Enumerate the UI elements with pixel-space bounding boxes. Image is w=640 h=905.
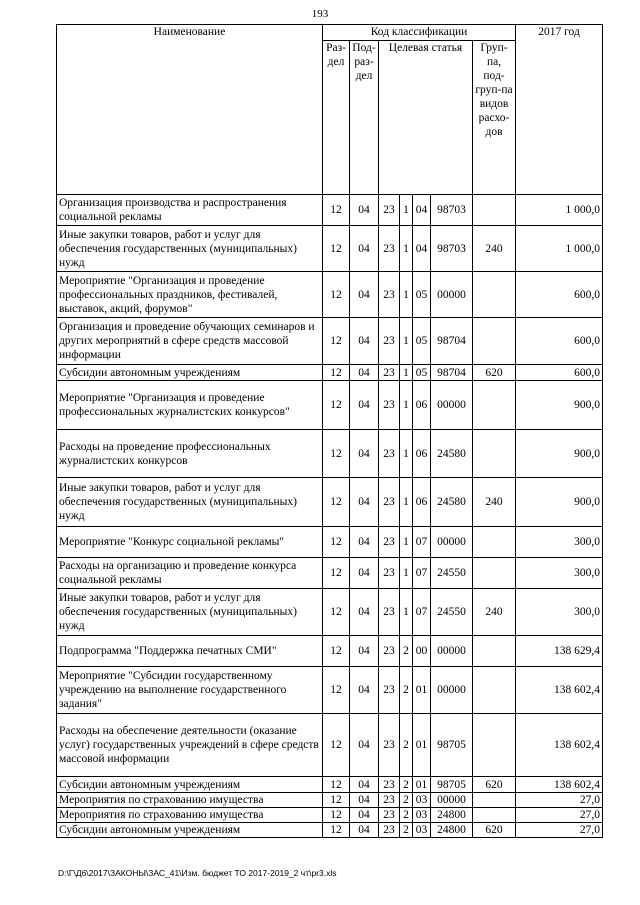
row-target-2: 1 bbox=[400, 226, 413, 272]
row-target-1: 23 bbox=[379, 478, 400, 527]
row-amount: 27,0 bbox=[516, 793, 603, 808]
row-expense bbox=[473, 667, 516, 714]
row-section: 12 bbox=[323, 793, 350, 808]
row-amount: 27,0 bbox=[516, 823, 603, 838]
table-row bbox=[57, 714, 603, 777]
row-target-4: 98703 bbox=[431, 195, 473, 226]
row-target-2: 1 bbox=[400, 272, 413, 318]
row-target-2: 1 bbox=[400, 589, 413, 636]
row-name: Мероприятие "Организация и проведение профессиональных журналистских конкурсов" bbox=[57, 381, 323, 430]
row-target-4: 98703 bbox=[431, 226, 473, 272]
row-target-1: 23 bbox=[379, 823, 400, 838]
row-section: 12 bbox=[323, 272, 350, 318]
row-target-1: 23 bbox=[379, 318, 400, 365]
row-name: Мероприятие "Конкурс социальной рекламы" bbox=[57, 527, 323, 558]
row-target-1: 23 bbox=[379, 667, 400, 714]
row-amount: 600,0 bbox=[516, 318, 603, 365]
row-target-3: 04 bbox=[413, 195, 431, 226]
row-amount: 600,0 bbox=[516, 272, 603, 318]
table-row bbox=[57, 667, 603, 714]
row-target-3: 03 bbox=[413, 808, 431, 823]
row-target-1: 23 bbox=[379, 430, 400, 478]
table-row bbox=[57, 558, 603, 589]
row-section: 12 bbox=[323, 430, 350, 478]
row-target-4: 00000 bbox=[431, 272, 473, 318]
row-section: 12 bbox=[323, 714, 350, 777]
table-row bbox=[57, 478, 603, 527]
row-target-1: 23 bbox=[379, 365, 400, 381]
row-expense: 620 bbox=[473, 365, 516, 381]
row-subsection: 04 bbox=[350, 667, 379, 714]
row-expense bbox=[473, 272, 516, 318]
row-target-3: 03 bbox=[413, 823, 431, 838]
row-expense bbox=[473, 527, 516, 558]
row-section: 12 bbox=[323, 381, 350, 430]
row-subsection: 04 bbox=[350, 381, 379, 430]
col-header-subsection: Под-раз-дел bbox=[350, 41, 379, 195]
col-header-year: 2017 год bbox=[516, 25, 603, 195]
row-name: Мероприятие "Субсидии государственному учреждению на выполнение государственного задания" bbox=[57, 667, 323, 714]
row-expense bbox=[473, 808, 516, 823]
row-expense bbox=[473, 558, 516, 589]
row-subsection: 04 bbox=[350, 430, 379, 478]
table-row bbox=[57, 808, 603, 823]
row-expense: 240 bbox=[473, 226, 516, 272]
row-expense: 240 bbox=[473, 589, 516, 636]
table-row bbox=[57, 823, 603, 838]
table-row bbox=[57, 381, 603, 430]
row-target-3: 04 bbox=[413, 226, 431, 272]
row-target-3: 07 bbox=[413, 589, 431, 636]
row-subsection: 04 bbox=[350, 558, 379, 589]
row-target-2: 2 bbox=[400, 793, 413, 808]
table-row bbox=[57, 195, 603, 226]
row-section: 12 bbox=[323, 478, 350, 527]
row-target-3: 07 bbox=[413, 527, 431, 558]
row-target-2: 2 bbox=[400, 714, 413, 777]
row-amount: 900,0 bbox=[516, 381, 603, 430]
file-path-footer: D:\Г\Д6\2017\ЗАКОНЫ\ЗАС_41\Изм. бюджет ТО 2017-2019_2 чт\pr3.xls bbox=[58, 868, 337, 878]
row-subsection: 04 bbox=[350, 808, 379, 823]
table-body bbox=[57, 195, 603, 838]
row-target-2: 2 bbox=[400, 667, 413, 714]
row-amount: 900,0 bbox=[516, 478, 603, 527]
table-row bbox=[57, 226, 603, 272]
row-target-2: 2 bbox=[400, 636, 413, 667]
row-amount: 300,0 bbox=[516, 589, 603, 636]
row-target-4: 24800 bbox=[431, 808, 473, 823]
row-target-4: 24550 bbox=[431, 558, 473, 589]
row-target-3: 00 bbox=[413, 636, 431, 667]
row-expense: 620 bbox=[473, 823, 516, 838]
row-target-4: 00000 bbox=[431, 381, 473, 430]
row-section: 12 bbox=[323, 667, 350, 714]
row-target-4: 00000 bbox=[431, 636, 473, 667]
row-subsection: 04 bbox=[350, 226, 379, 272]
row-expense: 240 bbox=[473, 478, 516, 527]
row-target-2: 2 bbox=[400, 823, 413, 838]
row-target-1: 23 bbox=[379, 636, 400, 667]
row-section: 12 bbox=[323, 558, 350, 589]
row-name: Субсидии автономным учреждениям bbox=[57, 365, 323, 381]
table-row bbox=[57, 793, 603, 808]
table-row bbox=[57, 272, 603, 318]
row-section: 12 bbox=[323, 365, 350, 381]
row-target-4: 24580 bbox=[431, 430, 473, 478]
row-target-1: 23 bbox=[379, 589, 400, 636]
row-expense: 620 bbox=[473, 777, 516, 793]
row-subsection: 04 bbox=[350, 195, 379, 226]
col-header-section: Раз-дел bbox=[323, 41, 350, 195]
row-target-2: 1 bbox=[400, 430, 413, 478]
row-expense bbox=[473, 381, 516, 430]
table-row bbox=[57, 589, 603, 636]
row-section: 12 bbox=[323, 226, 350, 272]
row-subsection: 04 bbox=[350, 793, 379, 808]
row-target-1: 23 bbox=[379, 272, 400, 318]
header-row bbox=[57, 25, 603, 41]
row-expense bbox=[473, 636, 516, 667]
row-target-1: 23 bbox=[379, 777, 400, 793]
row-amount: 138 602,4 bbox=[516, 714, 603, 777]
row-target-2: 1 bbox=[400, 318, 413, 365]
row-name: Мероприятие "Организация и проведение профессиональных праздников, фестивалей, выставок, акций, форумов" bbox=[57, 272, 323, 318]
col-header-expense: Груп-па, под-груп-па видов расхо-дов bbox=[473, 41, 516, 195]
row-section: 12 bbox=[323, 808, 350, 823]
row-target-2: 1 bbox=[400, 195, 413, 226]
row-section: 12 bbox=[323, 318, 350, 365]
row-target-4: 00000 bbox=[431, 527, 473, 558]
row-amount: 27,0 bbox=[516, 808, 603, 823]
row-target-3: 03 bbox=[413, 793, 431, 808]
row-target-2: 1 bbox=[400, 478, 413, 527]
row-target-3: 05 bbox=[413, 365, 431, 381]
row-target-3: 06 bbox=[413, 478, 431, 527]
row-expense bbox=[473, 318, 516, 365]
row-amount: 900,0 bbox=[516, 430, 603, 478]
row-target-2: 1 bbox=[400, 558, 413, 589]
row-name: Организация и проведение обучающих семинаров и других мероприятий в сфере средств массовой информации bbox=[57, 318, 323, 365]
row-subsection: 04 bbox=[350, 318, 379, 365]
row-name: Субсидии автономным учреждениям bbox=[57, 823, 323, 838]
row-name: Иные закупки товаров, работ и услуг для обеспечения государственных (муниципальных) нужд bbox=[57, 478, 323, 527]
row-name: Подпрограмма "Поддержка печатных СМИ" bbox=[57, 636, 323, 667]
row-target-1: 23 bbox=[379, 808, 400, 823]
row-subsection: 04 bbox=[350, 714, 379, 777]
row-subsection: 04 bbox=[350, 365, 379, 381]
row-subsection: 04 bbox=[350, 527, 379, 558]
row-target-4: 00000 bbox=[431, 667, 473, 714]
row-target-1: 23 bbox=[379, 714, 400, 777]
row-section: 12 bbox=[323, 777, 350, 793]
row-target-2: 1 bbox=[400, 527, 413, 558]
page-number: 193 bbox=[311, 8, 329, 20]
row-section: 12 bbox=[323, 527, 350, 558]
row-subsection: 04 bbox=[350, 272, 379, 318]
row-target-1: 23 bbox=[379, 381, 400, 430]
row-target-2: 1 bbox=[400, 381, 413, 430]
row-target-2: 1 bbox=[400, 365, 413, 381]
row-amount: 138 602,4 bbox=[516, 667, 603, 714]
row-target-1: 23 bbox=[379, 195, 400, 226]
col-header-target: Целевая статья bbox=[379, 41, 473, 195]
row-amount: 600,0 bbox=[516, 365, 603, 381]
row-name: Мероприятия по страхованию имущества bbox=[57, 808, 323, 823]
row-target-3: 07 bbox=[413, 558, 431, 589]
row-section: 12 bbox=[323, 589, 350, 636]
budget-table bbox=[56, 24, 603, 838]
table-row bbox=[57, 636, 603, 667]
row-expense bbox=[473, 195, 516, 226]
row-target-1: 23 bbox=[379, 558, 400, 589]
row-target-3: 05 bbox=[413, 272, 431, 318]
row-amount: 138 629,4 bbox=[516, 636, 603, 667]
row-expense bbox=[473, 714, 516, 777]
row-target-1: 23 bbox=[379, 793, 400, 808]
row-target-4: 24800 bbox=[431, 823, 473, 838]
row-amount: 300,0 bbox=[516, 527, 603, 558]
row-target-3: 06 bbox=[413, 381, 431, 430]
row-subsection: 04 bbox=[350, 478, 379, 527]
row-name: Иные закупки товаров, работ и услуг для обеспечения государственных (муниципальных) нужд bbox=[57, 589, 323, 636]
row-subsection: 04 bbox=[350, 823, 379, 838]
row-name: Расходы на организацию и проведение конкурса социальной рекламы bbox=[57, 558, 323, 589]
table-row bbox=[57, 318, 603, 365]
row-name: Иные закупки товаров, работ и услуг для обеспечения государственных (муниципальных) нужд bbox=[57, 226, 323, 272]
row-amount: 1 000,0 bbox=[516, 226, 603, 272]
row-target-2: 2 bbox=[400, 777, 413, 793]
row-target-3: 01 bbox=[413, 714, 431, 777]
row-name: Субсидии автономным учреждениям bbox=[57, 777, 323, 793]
row-section: 12 bbox=[323, 636, 350, 667]
table-row bbox=[57, 365, 603, 381]
row-target-4: 98705 bbox=[431, 714, 473, 777]
row-section: 12 bbox=[323, 823, 350, 838]
row-expense bbox=[473, 793, 516, 808]
row-subsection: 04 bbox=[350, 636, 379, 667]
col-header-name: Наименование bbox=[57, 25, 323, 195]
row-section: 12 bbox=[323, 195, 350, 226]
row-target-3: 05 bbox=[413, 318, 431, 365]
row-name: Расходы на проведение профессиональных журналистских конкурсов bbox=[57, 430, 323, 478]
row-target-2: 2 bbox=[400, 808, 413, 823]
row-target-3: 01 bbox=[413, 667, 431, 714]
row-amount: 300,0 bbox=[516, 558, 603, 589]
row-target-3: 06 bbox=[413, 430, 431, 478]
table-row bbox=[57, 777, 603, 793]
row-target-1: 23 bbox=[379, 226, 400, 272]
row-name: Мероприятия по страхованию имущества bbox=[57, 793, 323, 808]
table-row bbox=[57, 430, 603, 478]
row-target-4: 24550 bbox=[431, 589, 473, 636]
row-target-4: 98705 bbox=[431, 777, 473, 793]
table-row bbox=[57, 527, 603, 558]
row-target-4: 98704 bbox=[431, 365, 473, 381]
row-target-4: 98704 bbox=[431, 318, 473, 365]
col-header-code: Код классификации bbox=[323, 25, 516, 41]
row-name: Организация производства и распространения социальной рекламы bbox=[57, 195, 323, 226]
row-target-4: 24580 bbox=[431, 478, 473, 527]
row-amount: 1 000,0 bbox=[516, 195, 603, 226]
row-target-1: 23 bbox=[379, 527, 400, 558]
row-expense bbox=[473, 430, 516, 478]
row-target-4: 00000 bbox=[431, 793, 473, 808]
row-subsection: 04 bbox=[350, 589, 379, 636]
row-target-3: 01 bbox=[413, 777, 431, 793]
row-amount: 138 602,4 bbox=[516, 777, 603, 793]
row-name: Расходы на обеспечение деятельности (оказание услуг) государственных учреждений в сфере средств массовой информации bbox=[57, 714, 323, 777]
row-subsection: 04 bbox=[350, 777, 379, 793]
